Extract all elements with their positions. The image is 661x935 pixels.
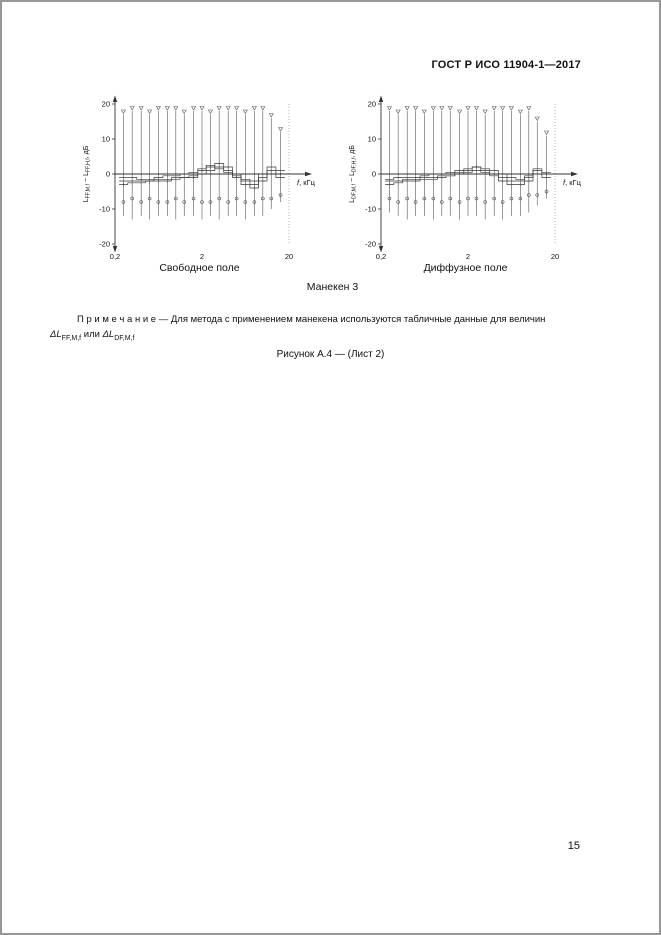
svg-text:LFF,M,f − LFF,H,f, дБ: $L_{FF,M,f} - L_{FF,H,f}$, дБ xyxy=(82,145,92,203)
svg-text:20: 20 xyxy=(284,252,293,261)
figure-caption: Рисунок А.4 — (Лист 2) xyxy=(276,349,385,360)
svg-text:2: 2 xyxy=(199,252,204,261)
note-dash: — xyxy=(156,314,171,325)
svg-text:0: 0 xyxy=(105,169,110,179)
svg-text:0,2: 0,2 xyxy=(109,252,120,261)
free-field-chart-svg xyxy=(79,94,331,266)
svg-text:20: 20 xyxy=(101,99,110,109)
note-or-text: или xyxy=(81,328,103,340)
delta-ff-symbol: ΔL xyxy=(50,328,62,340)
delta-df-symbol: ΔL xyxy=(102,328,115,340)
svg-text:10: 10 xyxy=(367,134,376,144)
delta-ff-subscript: FF,M,f xyxy=(61,334,82,342)
svg-text:20: 20 xyxy=(550,252,559,261)
svg-text:2: 2 xyxy=(465,252,470,261)
svg-text:LDF,M,f − LDF,H,f, дБ: $L_{DF,M,f} - L_{DF,H,f}$, дБ xyxy=(348,145,358,203)
note-body: Для метода с применением манекена используются табличные данные для величин xyxy=(170,314,546,325)
svg-text:0,2: 0,2 xyxy=(375,252,386,261)
note-label: П р и м е ч а н и е xyxy=(77,314,157,325)
svg-text:-10: -10 xyxy=(98,204,110,214)
chart-caption-diffuse-field: Диффузное поле xyxy=(423,262,508,274)
svg-text:f, кГц: f, кГц xyxy=(296,178,315,187)
figure-area xyxy=(2,94,659,293)
svg-text:-20: -20 xyxy=(98,239,110,249)
page-number: 15 xyxy=(567,840,580,852)
chart-free-field xyxy=(79,94,331,274)
svg-text:-20: -20 xyxy=(364,239,376,249)
chart-diffuse-field xyxy=(345,94,597,274)
svg-text:-10: -10 xyxy=(364,204,376,214)
note-line-1 xyxy=(50,313,619,328)
svg-text:10: 10 xyxy=(101,134,110,144)
delta-df-subscript: DF,M,f xyxy=(114,334,135,342)
charts-row xyxy=(2,94,659,274)
mannequin-label: Манекен 3 xyxy=(306,281,359,293)
diffuse-field-chart-svg xyxy=(345,94,597,266)
svg-text:20: 20 xyxy=(367,99,376,109)
page-header-title: ГОСТ Р ИСО 11904-1—2017 xyxy=(431,59,581,71)
svg-text:f, кГц: f, кГц xyxy=(562,178,581,187)
svg-text:0: 0 xyxy=(371,169,376,179)
note-paragraph xyxy=(50,313,619,344)
note-line-2 xyxy=(50,328,619,345)
chart-caption-free-field: Свободное поле xyxy=(159,262,240,274)
